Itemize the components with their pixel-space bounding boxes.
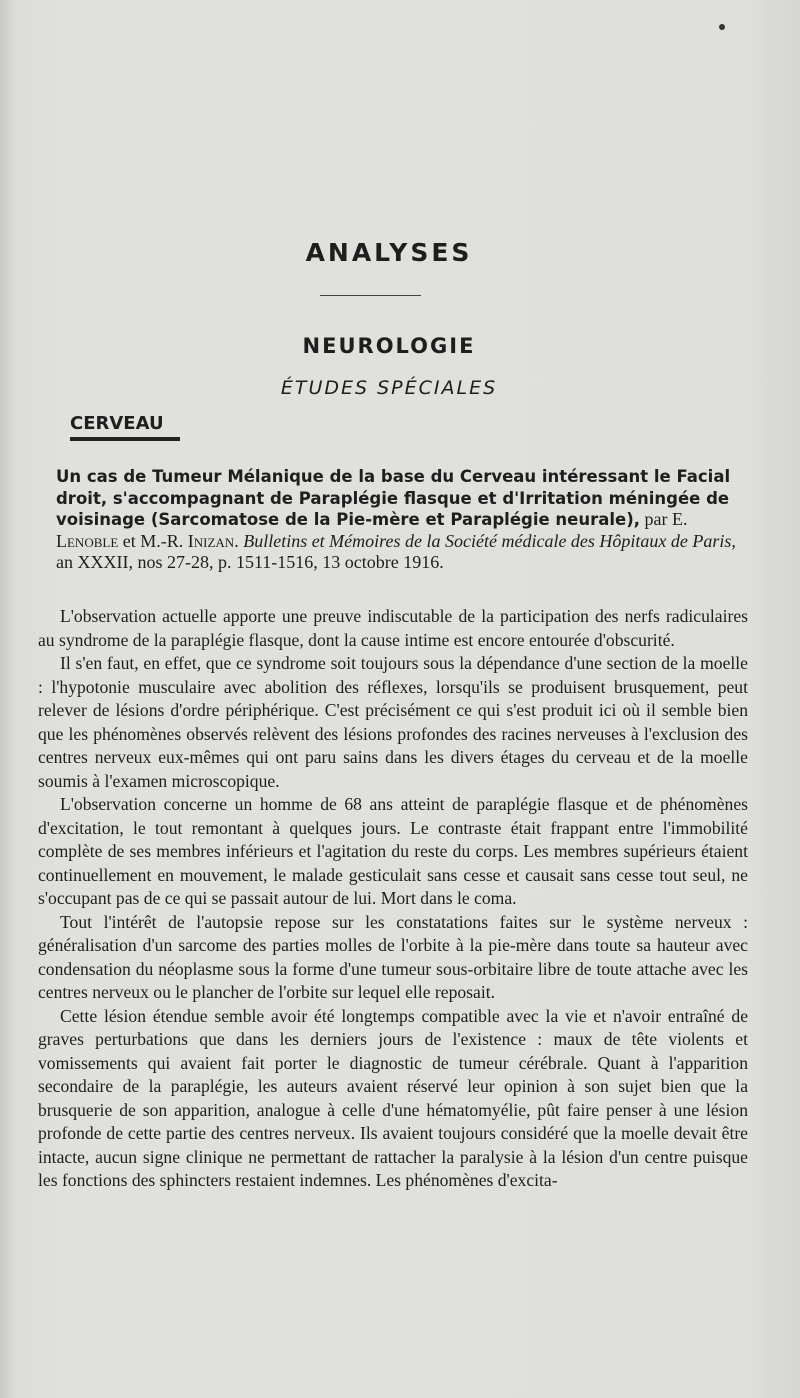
and-word: et: [122, 530, 136, 551]
journal-name: Bulletins et Mémoires de la Société médicale des Hôpitaux de Paris,: [243, 530, 736, 551]
section-title: ANALYSES: [305, 238, 473, 267]
author-1: E. Lenoble: [56, 509, 688, 551]
article-title: Un cas de Tumeur Mélanique de la base du Cerveau intéressant le Facial droit, s'accompagnant de Paraplégie flasque et d'Irritation méningée de voisinage (Sarcomatose de la Pie-mère et Paraplégie neurale),: [56, 467, 731, 530]
article-body: [38, 605, 748, 1193]
article-reference: [56, 466, 748, 574]
paragraph: Cette lésion étendue semble avoir été longtemps compatible avec la vie et n'avoir entraîné de graves perturbations que dans les derniers jours de l'existence : maux de tête violents et vomissements qui avaient fait porter le diagnostic de tumeur cérébrale. Quant à l'apparition secondaire de la paraplégie, les auteurs avaient réservé leur opinion à son sujet bien que la brusquerie de son apparition, analogue à celle d'une hématomyélie, pût faire penser à une lésion profonde de cette partie des centres nerveux. Ils avaient toujours considéré que la moelle devait être intacte, aucun signe clinique ne permettant de rattacher la paralysie à la lésion d'un centre puisque les fonctions des sphincters restaient indemnes. Les phénomènes d'excita-: [38, 1005, 748, 1190]
by-word: par: [644, 509, 668, 530]
topic-heading: CERVEAU: [70, 413, 164, 434]
paragraph: L'observation concerne un homme de 68 ans atteint de paraplégie flasque et de phénomènes d'excitation, le tout remontant à quelques jours. Le contraste était frappant entre l'immobilité complète de ses membres inférieurs et l'agitation du reste du corps. Les membres supérieurs étaient continuellement en mouvement, le malade gesticulait sans cesse et causait sans cesse tout seul, ne s'occupant pas de ce qui se passait autour de lui. Mort dans le coma.: [38, 794, 748, 908]
subsubject-heading: ÉTUDES SPÉCIALES: [280, 377, 498, 399]
topic-rule: [70, 437, 180, 441]
paragraph: Il s'en faut, en effet, que ce syndrome soit toujours sous la dépendance d'une section de la moelle : l'hypotonie musculaire avec abolition des réflexes, lorsqu'ils se produisent brusquement, peut relever de lésions d'ordre périphérique. C'est précisément ce qui s'est produit ici où il semble bien que les phénomènes observés relèvent des lésions profondes des racines nerveuses à l'exclusion des centres nerveux eux-mêmes qui ont paru sains dans les divers étages du cerveau et de la moelle soumis à l'examen microscopique.: [38, 653, 748, 791]
title-rule: [320, 295, 421, 296]
publication-details: an XXXII, nos 27-28, p. 1511-1516, 13 octobre 1916.: [56, 552, 444, 573]
subject-heading: NEUROLOGIE: [302, 334, 476, 358]
paragraph: Tout l'intérêt de l'autopsie repose sur les constatations faites sur le système nerveux : généralisation d'un sarcome des parties molles de l'orbite à la pie-mère dans toute sa hauteur avec condensation du néoplasme sous la forme d'une tumeur sous-orbitaire libre de toute attache avec les centres nerveux ou le plancher de l'orbite sur lequel elle reposait.: [38, 911, 748, 1002]
paragraph: L'observation actuelle apporte une preuve indiscutable de la participation des nerfs radiculaires au syndrome de la paraplégie flasque, dont la cause intime est encore entourée d'obscurité.: [38, 606, 748, 650]
author-2: M.-R. Inizan.: [140, 530, 239, 551]
ink-dot: [719, 24, 725, 30]
